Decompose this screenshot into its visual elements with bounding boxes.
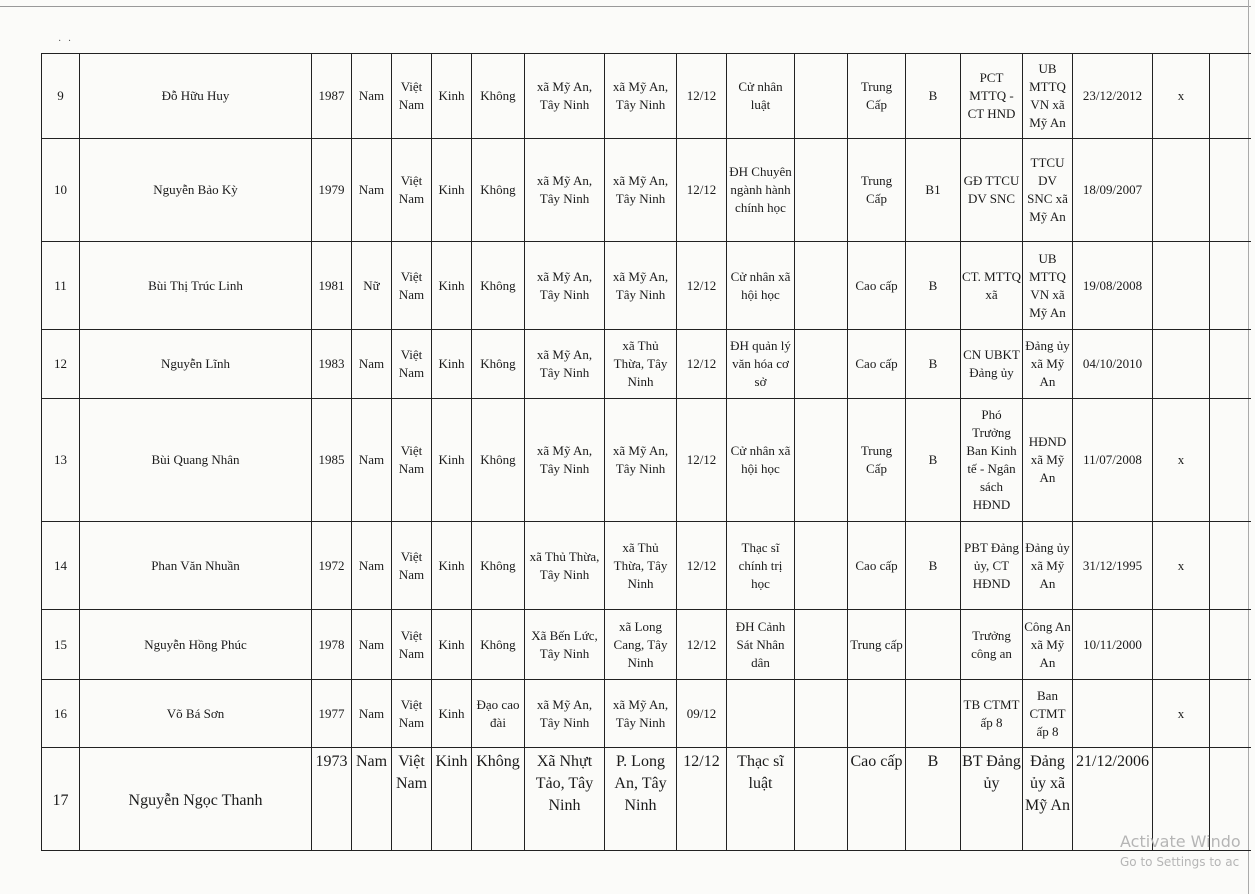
cell-party-join-date: 23/12/2012 (1073, 54, 1153, 139)
cell-blank-column (795, 139, 848, 242)
cell-row-number: 9 (42, 54, 80, 139)
cell-political-theory: Trung Cấp (848, 54, 906, 139)
cell-residence: xã Thủ Thừa, Tây Ninh (605, 522, 677, 610)
cell-position: PBT Đảng ủy, CT HĐND (961, 522, 1023, 610)
cell-political-theory: Trung cấp (848, 610, 906, 680)
cell-birthplace: xã Mỹ An, Tây Ninh (525, 54, 605, 139)
cell-birthplace: Xã Nhựt Tảo, Tây Ninh (525, 748, 605, 851)
cell-position: CN UBKT Đảng ủy (961, 330, 1023, 399)
cell-blank-column (795, 610, 848, 680)
table-row (42, 242, 1252, 330)
cell-mark-column-1 (1153, 330, 1210, 399)
cell-row-number: 11 (42, 242, 80, 330)
cell-foreign-language (906, 680, 961, 748)
cell-political-theory: Trung Cấp (848, 139, 906, 242)
cell-religion: Không (472, 610, 525, 680)
cell-nationality: Việt Nam (392, 399, 432, 522)
cell-workplace: Công An xã Mỹ An (1023, 610, 1073, 680)
cell-full-name: Nguyễn Hồng Phúc (80, 610, 312, 680)
cell-position: TB CTMT ấp 8 (961, 680, 1023, 748)
cell-birth-year: 1987 (312, 54, 352, 139)
cell-mark-column-2 (1210, 54, 1252, 139)
cell-party-join-date (1073, 680, 1153, 748)
cell-mark-column-2 (1210, 610, 1252, 680)
cell-religion: Không (472, 399, 525, 522)
cell-foreign-language: B (906, 522, 961, 610)
cell-birth-year: 1973 (312, 748, 352, 851)
cell-religion: Không (472, 54, 525, 139)
cell-birthplace: xã Mỹ An, Tây Ninh (525, 139, 605, 242)
cell-mark-column-1 (1153, 610, 1210, 680)
cell-ethnicity: Kinh (432, 399, 472, 522)
cell-position: Trưởng công an (961, 610, 1023, 680)
cell-full-name: Nguyễn Ngọc Thanh (80, 748, 312, 851)
cell-birth-year: 1978 (312, 610, 352, 680)
cell-blank-column (795, 330, 848, 399)
cell-ethnicity: Kinh (432, 748, 472, 851)
cell-foreign-language: B (906, 399, 961, 522)
cell-foreign-language: B1 (906, 139, 961, 242)
cell-mark-column-2 (1210, 139, 1252, 242)
cell-ethnicity: Kinh (432, 610, 472, 680)
scan-specks: · · (58, 36, 74, 47)
cell-gender: Nam (352, 139, 392, 242)
cell-mark-column-1: x (1153, 399, 1210, 522)
cell-position: PCT MTTQ - CT HND (961, 54, 1023, 139)
cell-mark-column-2 (1210, 680, 1252, 748)
cell-foreign-language: B (906, 748, 961, 851)
cell-political-theory: Cao cấp (848, 330, 906, 399)
cell-gender: Nam (352, 748, 392, 851)
cell-political-theory: Cao cấp (848, 748, 906, 851)
activate-windows-hint: Go to Settings to ac (1120, 855, 1240, 869)
cell-professional-qualification: Thạc sĩ luật (727, 748, 795, 851)
cell-full-name: Bùi Thị Trúc Linh (80, 242, 312, 330)
cell-ethnicity: Kinh (432, 522, 472, 610)
cell-gender: Nam (352, 330, 392, 399)
cell-birthplace: xã Mỹ An, Tây Ninh (525, 680, 605, 748)
cell-party-join-date: 11/07/2008 (1073, 399, 1153, 522)
cell-position: BT Đảng ủy (961, 748, 1023, 851)
cell-blank-column (795, 54, 848, 139)
cell-residence: xã Mỹ An, Tây Ninh (605, 54, 677, 139)
cell-blank-column (795, 522, 848, 610)
cell-general-education: 12/12 (677, 330, 727, 399)
cell-mark-column-2 (1210, 330, 1252, 399)
cell-blank-column (795, 748, 848, 851)
cell-birth-year: 1983 (312, 330, 352, 399)
cell-ethnicity: Kinh (432, 330, 472, 399)
cell-position: Phó Trưởng Ban Kinh tế - Ngân sách HĐND (961, 399, 1023, 522)
cell-birth-year: 1981 (312, 242, 352, 330)
cell-foreign-language: B (906, 330, 961, 399)
cell-political-theory: Cao cấp (848, 522, 906, 610)
cell-ethnicity: Kinh (432, 242, 472, 330)
table-row (42, 522, 1252, 610)
cell-professional-qualification: Cử nhân xã hội học (727, 242, 795, 330)
cell-mark-column-2 (1210, 399, 1252, 522)
cell-birthplace: xã Thủ Thừa, Tây Ninh (525, 522, 605, 610)
cell-gender: Nam (352, 54, 392, 139)
cell-ethnicity: Kinh (432, 139, 472, 242)
cell-nationality: Việt Nam (392, 748, 432, 851)
cell-ethnicity: Kinh (432, 54, 472, 139)
cell-workplace: Đảng ủy xã Mỹ An (1023, 522, 1073, 610)
cell-full-name: Đỗ Hữu Huy (80, 54, 312, 139)
cell-full-name: Phan Văn Nhuần (80, 522, 312, 610)
cell-birth-year: 1979 (312, 139, 352, 242)
cell-mark-column-1: x (1153, 54, 1210, 139)
cell-workplace: HĐND xã Mỹ An (1023, 399, 1073, 522)
cell-workplace: Ban CTMT ấp 8 (1023, 680, 1073, 748)
cell-party-join-date: 19/08/2008 (1073, 242, 1153, 330)
cell-position: CT. MTTQ xã (961, 242, 1023, 330)
cell-residence: xã Long Cang, Tây Ninh (605, 610, 677, 680)
cell-professional-qualification: Thạc sĩ chính trị học (727, 522, 795, 610)
cell-nationality: Việt Nam (392, 242, 432, 330)
cell-birthplace: xã Mỹ An, Tây Ninh (525, 399, 605, 522)
cell-mark-column-2 (1210, 242, 1252, 330)
cell-religion: Không (472, 242, 525, 330)
cell-full-name: Bùi Quang Nhân (80, 399, 312, 522)
table-row (42, 139, 1252, 242)
cell-mark-column-1: x (1153, 522, 1210, 610)
cell-general-education: 12/12 (677, 522, 727, 610)
cell-row-number: 13 (42, 399, 80, 522)
table-row (42, 54, 1252, 139)
cell-party-join-date: 04/10/2010 (1073, 330, 1153, 399)
cell-professional-qualification: ĐH Cảnh Sát Nhân dân (727, 610, 795, 680)
cell-workplace: UB MTTQ VN xã Mỹ An (1023, 242, 1073, 330)
cell-full-name: Nguyễn Bảo Kỳ (80, 139, 312, 242)
cell-party-join-date: 21/12/2006 (1073, 748, 1153, 851)
cell-mark-column-2 (1210, 522, 1252, 610)
cell-general-education: 12/12 (677, 748, 727, 851)
cell-residence: xã Mỹ An, Tây Ninh (605, 680, 677, 748)
cell-foreign-language (906, 610, 961, 680)
cell-political-theory (848, 680, 906, 748)
cell-row-number: 12 (42, 330, 80, 399)
cell-religion: Không (472, 139, 525, 242)
table-row (42, 330, 1252, 399)
cell-political-theory: Trung Cấp (848, 399, 906, 522)
cell-gender: Nam (352, 680, 392, 748)
cell-workplace: TTCU DV SNC xã Mỹ An (1023, 139, 1073, 242)
cell-birth-year: 1985 (312, 399, 352, 522)
cell-professional-qualification: Cử nhân xã hội học (727, 399, 795, 522)
cell-workplace: Đảng ủy xã Mỹ An (1023, 748, 1073, 851)
cell-nationality: Việt Nam (392, 610, 432, 680)
cell-mark-column-1 (1153, 139, 1210, 242)
cell-row-number: 17 (42, 748, 80, 851)
cell-general-education: 12/12 (677, 242, 727, 330)
cell-foreign-language: B (906, 54, 961, 139)
cell-row-number: 15 (42, 610, 80, 680)
table-row (42, 680, 1252, 748)
cell-birthplace: xã Mỹ An, Tây Ninh (525, 242, 605, 330)
table-row (42, 610, 1252, 680)
cell-nationality: Việt Nam (392, 54, 432, 139)
cell-religion: Không (472, 522, 525, 610)
table-row (42, 748, 1252, 851)
table-row (42, 399, 1252, 522)
cell-full-name: Nguyễn Lĩnh (80, 330, 312, 399)
cell-residence: P. Long An, Tây Ninh (605, 748, 677, 851)
personnel-table (41, 53, 1252, 851)
cell-workplace: Đảng ủy xã Mỹ An (1023, 330, 1073, 399)
cell-blank-column (795, 399, 848, 522)
cell-mark-column-1 (1153, 242, 1210, 330)
cell-professional-qualification: Cử nhân luật (727, 54, 795, 139)
cell-ethnicity: Kinh (432, 680, 472, 748)
cell-professional-qualification (727, 680, 795, 748)
cell-foreign-language: B (906, 242, 961, 330)
cell-row-number: 16 (42, 680, 80, 748)
cell-full-name: Võ Bá Sơn (80, 680, 312, 748)
cell-blank-column (795, 680, 848, 748)
cell-nationality: Việt Nam (392, 522, 432, 610)
cell-residence: xã Mỹ An, Tây Ninh (605, 139, 677, 242)
cell-workplace: UB MTTQ VN xã Mỹ An (1023, 54, 1073, 139)
cell-nationality: Việt Nam (392, 680, 432, 748)
cell-birthplace: xã Mỹ An, Tây Ninh (525, 330, 605, 399)
cell-birthplace: Xã Bến Lức, Tây Ninh (525, 610, 605, 680)
cell-residence: xã Mỹ An, Tây Ninh (605, 242, 677, 330)
cell-gender: Nam (352, 610, 392, 680)
cell-residence: xã Thủ Thừa, Tây Ninh (605, 330, 677, 399)
cell-gender: Nữ (352, 242, 392, 330)
cell-nationality: Việt Nam (392, 139, 432, 242)
cell-general-education: 12/12 (677, 610, 727, 680)
cell-general-education: 12/12 (677, 399, 727, 522)
cell-general-education: 12/12 (677, 54, 727, 139)
activate-windows-watermark: Activate Windo (1120, 832, 1241, 851)
cell-gender: Nam (352, 522, 392, 610)
cell-general-education: 09/12 (677, 680, 727, 748)
cell-nationality: Việt Nam (392, 330, 432, 399)
cell-professional-qualification: ĐH quản lý văn hóa cơ sở (727, 330, 795, 399)
cell-religion: Đạo cao đài (472, 680, 525, 748)
cell-row-number: 10 (42, 139, 80, 242)
cell-birth-year: 1977 (312, 680, 352, 748)
cell-party-join-date: 31/12/1995 (1073, 522, 1153, 610)
page-top-border (0, 6, 1255, 7)
cell-professional-qualification: ĐH Chuyên ngành hành chính học (727, 139, 795, 242)
cell-party-join-date: 10/11/2000 (1073, 610, 1153, 680)
cell-religion: Không (472, 330, 525, 399)
cell-mark-column-1: x (1153, 680, 1210, 748)
cell-general-education: 12/12 (677, 139, 727, 242)
cell-birth-year: 1972 (312, 522, 352, 610)
cell-religion: Không (472, 748, 525, 851)
cell-position: GĐ TTCU DV SNC (961, 139, 1023, 242)
cell-party-join-date: 18/09/2007 (1073, 139, 1153, 242)
cell-political-theory: Cao cấp (848, 242, 906, 330)
cell-row-number: 14 (42, 522, 80, 610)
cell-gender: Nam (352, 399, 392, 522)
cell-blank-column (795, 242, 848, 330)
cell-residence: xã Mỹ An, Tây Ninh (605, 399, 677, 522)
